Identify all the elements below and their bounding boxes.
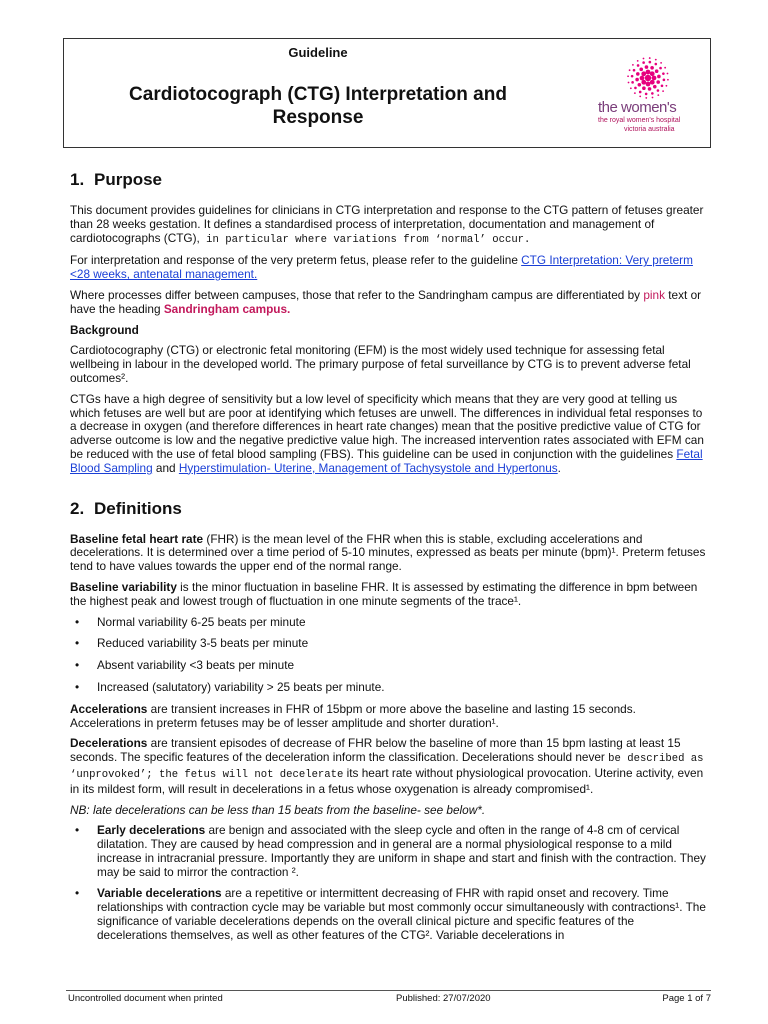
logo-dot xyxy=(646,70,651,75)
purpose-paragraph-2: For interpretation and response of the very preterm fetus, please refer to the guideline CTG Interpretation: Very preterm <28 weeks, antenatal management. xyxy=(70,253,693,282)
logo-dot xyxy=(638,83,642,87)
logo-dot xyxy=(650,80,655,85)
logo-location: victoria australia xyxy=(624,126,675,133)
page-footer xyxy=(66,990,711,1004)
logo-dot xyxy=(645,75,651,81)
list-item: • Early decelerations are benign and associated with the sleep cycle and often in the range of 4-8 cm of cervical dilatation. They are caused by head compression and in general are a normal physiological response to a mild increase in intracranial pressure. Importantly they are uniform in shape and start and finish with the contraction. They may be said to mirror the contraction ². xyxy=(70,824,706,879)
logo-dot xyxy=(630,87,632,89)
logo-dot xyxy=(661,85,664,88)
logo-dot xyxy=(631,75,634,78)
logo-dot xyxy=(662,72,665,75)
purpose-paragraph-3: Where processes differ between campuses, those that refer to the Sandringham campus are differentiated by pink text or have the heading Sandringham campus. xyxy=(70,287,702,316)
hyperstimulation-link[interactable]: Hyperstimulation- Uterine, Management of Tachysystole and Hypertonus xyxy=(178,460,558,475)
list-item: • Absent variability <3 beats per minute xyxy=(70,659,706,673)
logo-dot xyxy=(645,65,649,69)
logo-dot xyxy=(627,75,629,77)
logo-dot xyxy=(631,81,634,84)
logo-dot xyxy=(657,89,660,92)
logo-dot xyxy=(659,67,662,70)
list-item: • Increased (salutatory) variability > 25 beats per minute. xyxy=(70,681,706,695)
fetal-blood-sampling-link[interactable]: Fetal Blood Sampling xyxy=(70,446,703,475)
logo-dot xyxy=(634,92,636,94)
logo-dot xyxy=(653,85,657,89)
logo-dot xyxy=(633,69,636,72)
logo-dot xyxy=(640,76,645,81)
logo-dot xyxy=(643,58,645,60)
title-line-2: Response xyxy=(272,107,364,128)
footer-published-date: Published: 27/07/2020 xyxy=(396,993,491,1004)
list-item: • Variable decelerations are a repetitive or intermittent decreasing of FHR with rapid onset and recovery. Time relationships with contraction cycle may be variable but most commonly occur simultaneously with contractions¹. The significance of variable decelerations depends on the overall clinical picture and specific features of the decelerations themselves, as well as other features of the CTG². Variable decelerations in xyxy=(70,887,706,942)
document-body xyxy=(70,170,706,951)
logo-dot xyxy=(635,78,639,82)
deceleration-types-list xyxy=(70,824,706,942)
logo-dot xyxy=(642,61,645,64)
baseline-definition: Baseline fetal heart rate (FHR) is the mean level of the FHR when this is stable, excluding accelerations and decelerations. It is determined over a time period of 5-10 minutes, expressed as beats per minute (bpm)¹. Preterm fetuses tend to have values towards the upper end of the normal range. xyxy=(70,531,706,574)
list-item: • Reduced variability 3-5 beats per minute xyxy=(70,637,706,651)
logo-dot xyxy=(642,86,646,90)
logo-dot xyxy=(646,82,651,87)
section-heading-purpose: 1. Purpose xyxy=(70,170,163,189)
section-heading-definitions: 2. Definitions xyxy=(70,498,182,518)
accelerations-definition: Accelerations are transient increases in FHR of 15bpm or more above the baseline and lasting 15 seconds. Accelerations in preterm fetuses may be of lesser amplitude and shorter duration¹. xyxy=(70,701,636,730)
logo-dot xyxy=(628,82,630,84)
logo-dot xyxy=(652,76,657,81)
logo-dot xyxy=(656,80,660,84)
logo-dot xyxy=(655,69,659,73)
logo-dot xyxy=(650,71,655,76)
logo-dot xyxy=(667,79,669,81)
purpose-paragraph-1: This document provides guidelines for clinicians in CTG interpretation and response to the CTG pattern of fetuses greater than 28 weeks gestation. It defines a standardised process of interpretation, documentation and management of cardiotocographs (CTG), in particular where variations from ‘normal’ occur. xyxy=(70,203,704,246)
womens-hospital-logo xyxy=(598,57,698,139)
logo-dot xyxy=(660,62,662,64)
logo-dot xyxy=(632,64,634,66)
decelerations-definition: Decelerations are transient episodes of decrease of FHR below the baseline of more than 15 bpm lasting at least 15 seconds. The specific features of the deceleration inform the classification. Decelerations should never be described as ‘unprovoked’; the fetus will not decelerate its heart rate without physiological provocation. Uterine activity, even in its mildest form, will result in decelerations in a fetus whose oxygenation is already compromised¹. xyxy=(70,736,704,796)
variability-list xyxy=(70,616,706,695)
background-paragraph-2: CTGs have a high degree of sensitivity but a low level of specificity which means that they are very good at telling us which fetuses are well but are poor at identifying which fetuses are unwell. The differences in individual fetal responses to a decrease in oxygen (and therefore differences in heart rate changes) mean that the positive predictive value of CTG for adverse outcome is low and the negative predictive value high. The increased intervention rates associated with EFM can be reduced with the use of fetal blood sampling (FBS). This guideline can be used in conjunction with the guidelines Fetal Blood Sampling and Hyperstimulation- Uterine, Management of Tachysystole and Hypertonus. xyxy=(70,391,704,475)
logo-dot xyxy=(649,61,652,64)
logo-dot xyxy=(657,94,659,96)
variability-definition: Baseline variability is the minor fluctuation in baseline FHR. It is assessed by estimating the difference in bpm between the highest peak and lowest trough of fluctuation in one minute segments of the trace¹. xyxy=(70,579,698,608)
logo-dot xyxy=(637,64,640,67)
logo-subtitle: the royal women's hospital xyxy=(598,117,681,124)
logo-dot xyxy=(651,92,654,95)
logo-dot xyxy=(636,72,640,76)
ctg-very-preterm-link[interactable]: CTG Interpretation: Very preterm <28 weeks, antenatal management. xyxy=(70,253,693,282)
logo-dot xyxy=(639,68,643,72)
logo-dot xyxy=(639,96,641,98)
flower-logo-icon xyxy=(618,57,678,99)
logo-dot xyxy=(657,75,661,79)
document-title xyxy=(64,83,572,129)
logo-dot xyxy=(664,67,666,69)
document-type-label: Guideline xyxy=(288,45,348,60)
logo-dot xyxy=(629,69,631,71)
logo-dot xyxy=(639,91,642,94)
footer-page-number: Page 1 of 7 xyxy=(662,993,711,1004)
logo-dot xyxy=(666,85,668,87)
footer-uncontrolled-note: Uncontrolled document when printed xyxy=(68,993,223,1004)
logo-dot xyxy=(667,73,669,75)
logo-dot xyxy=(650,66,654,70)
logo-dot xyxy=(641,80,646,85)
list-item: • Normal variability 6-25 beats per minute xyxy=(70,616,706,630)
logo-dot xyxy=(648,87,652,91)
logo-dot xyxy=(655,63,658,66)
background-heading: Background xyxy=(70,322,139,337)
logo-dot xyxy=(637,60,639,62)
document-header xyxy=(63,38,711,148)
logo-wordmark: the women's xyxy=(598,99,677,116)
logo-dot xyxy=(663,79,666,82)
background-paragraph-1: Cardiotocography (CTG) or electronic fetal monitoring (EFM) is the most widely used technique for assessing fetal wellbeing in labour in the developed world. The primary purpose of fetal surveillance by CTG is to prevent adverse fetal outcomes². xyxy=(70,343,691,385)
title-line-1: Cardiotocograph (CTG) Interpretation and xyxy=(129,84,507,105)
logo-dot xyxy=(655,59,657,61)
logo-dot xyxy=(641,71,646,76)
logo-dot xyxy=(649,57,651,59)
logo-dot xyxy=(634,87,637,90)
logo-dot xyxy=(662,90,664,92)
late-decelerations-note: NB: late decelerations can be less than 15 beats from the baseline- see below*. xyxy=(70,802,486,817)
logo-dot xyxy=(645,93,648,96)
